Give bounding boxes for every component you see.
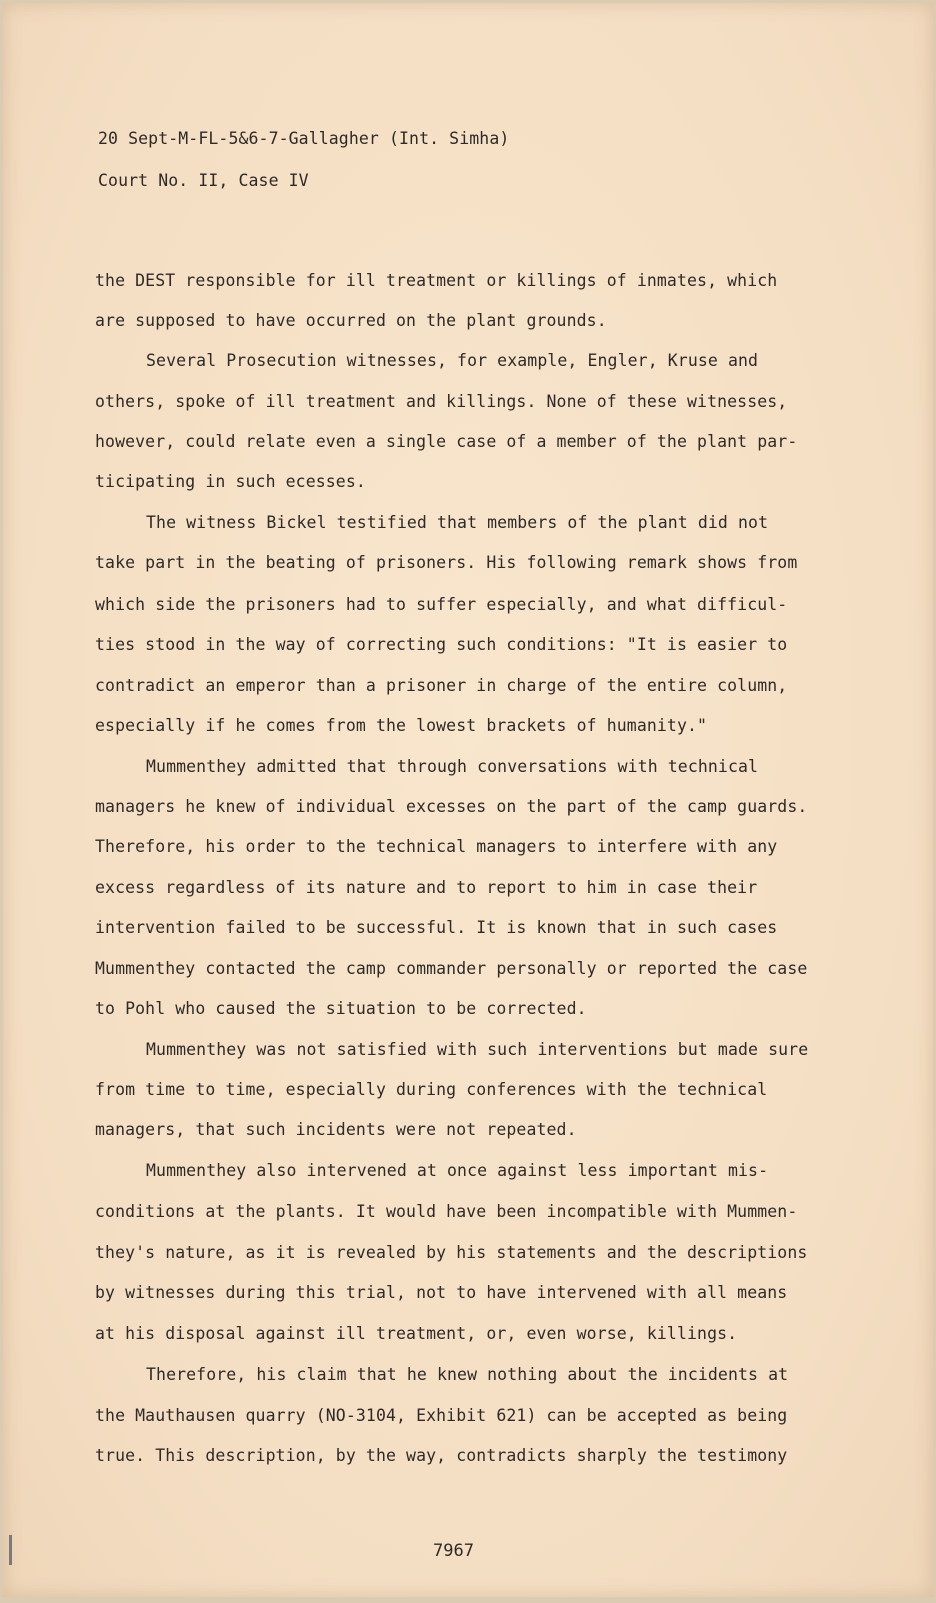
body-line: others, spoke of ill treatment and killings. None of these witnesses, — [95, 392, 788, 411]
body-line: to Pohl who caused the situation to be corrected. — [95, 999, 587, 1018]
document-page — [3, 3, 933, 1597]
body-line: true. This description, by the way, contradicts sharply the testimony — [95, 1446, 788, 1465]
body-line: ticipating in such ecesses. — [95, 472, 366, 491]
body-line: ties stood in the way of correcting such conditions: "It is easier to — [95, 635, 788, 654]
header-court-line: Court No. II, Case IV — [98, 171, 309, 190]
body-line: however, could relate even a single case of a member of the plant par- — [95, 432, 798, 451]
body-line: managers he knew of individual excesses on the part of the camp guards. — [95, 797, 808, 816]
body-line: intervention failed to be successful. It is known that in such cases — [95, 918, 778, 937]
body-line: managers, that such incidents were not repeated. — [95, 1120, 577, 1139]
body-line-paragraph-start: Therefore, his claim that he knew nothing about the incidents at — [146, 1365, 789, 1384]
body-line: excess regardless of its nature and to report to him in case their — [95, 878, 758, 897]
body-line: from time to time, especially during conferences with the technical — [95, 1080, 768, 1099]
body-line: Mummenthey contacted the camp commander personally or reported the case — [95, 959, 808, 978]
body-line-paragraph-start: Several Prosecution witnesses, for example, Engler, Kruse and — [146, 351, 759, 370]
body-line-paragraph-start: The witness Bickel testified that members of the plant did not — [146, 513, 769, 532]
body-line: especially if he comes from the lowest brackets of humanity." — [95, 716, 708, 735]
scan-edge-mark — [9, 1535, 12, 1565]
body-line: contradict an emperor than a prisoner in charge of the entire column, — [95, 676, 788, 695]
body-line: take part in the beating of prisoners. His following remark shows from — [95, 553, 798, 572]
header-session-line: 20 Sept-M-FL-5&6-7-Gallagher (Int. Simha) — [98, 129, 510, 148]
body-line: the Mauthausen quarry (NO-3104, Exhibit 621) can be accepted as being — [95, 1406, 788, 1425]
body-line: which side the prisoners had to suffer especially, and what difficul- — [95, 595, 788, 614]
body-line: they's nature, as it is revealed by his statements and the descriptions — [95, 1243, 808, 1262]
body-line: conditions at the plants. It would have been incompatible with Mummen- — [95, 1202, 798, 1221]
body-line: Therefore, his order to the technical managers to interfere with any — [95, 837, 778, 856]
page-number: 7967 — [433, 1541, 474, 1561]
body-line: are supposed to have occurred on the plant grounds. — [95, 311, 607, 330]
body-line: at his disposal against ill treatment, or, even worse, killings. — [95, 1324, 738, 1343]
body-line: by witnesses during this trial, not to have intervened with all means — [95, 1283, 788, 1302]
body-line: the DEST responsible for ill treatment or killings of inmates, which — [95, 271, 778, 290]
body-line-paragraph-start: Mummenthey also intervened at once against less important mis- — [146, 1161, 769, 1180]
body-line-paragraph-start: Mummenthey admitted that through conversations with technical — [146, 757, 759, 776]
body-line-paragraph-start: Mummenthey was not satisfied with such interventions but made sure — [146, 1040, 809, 1059]
